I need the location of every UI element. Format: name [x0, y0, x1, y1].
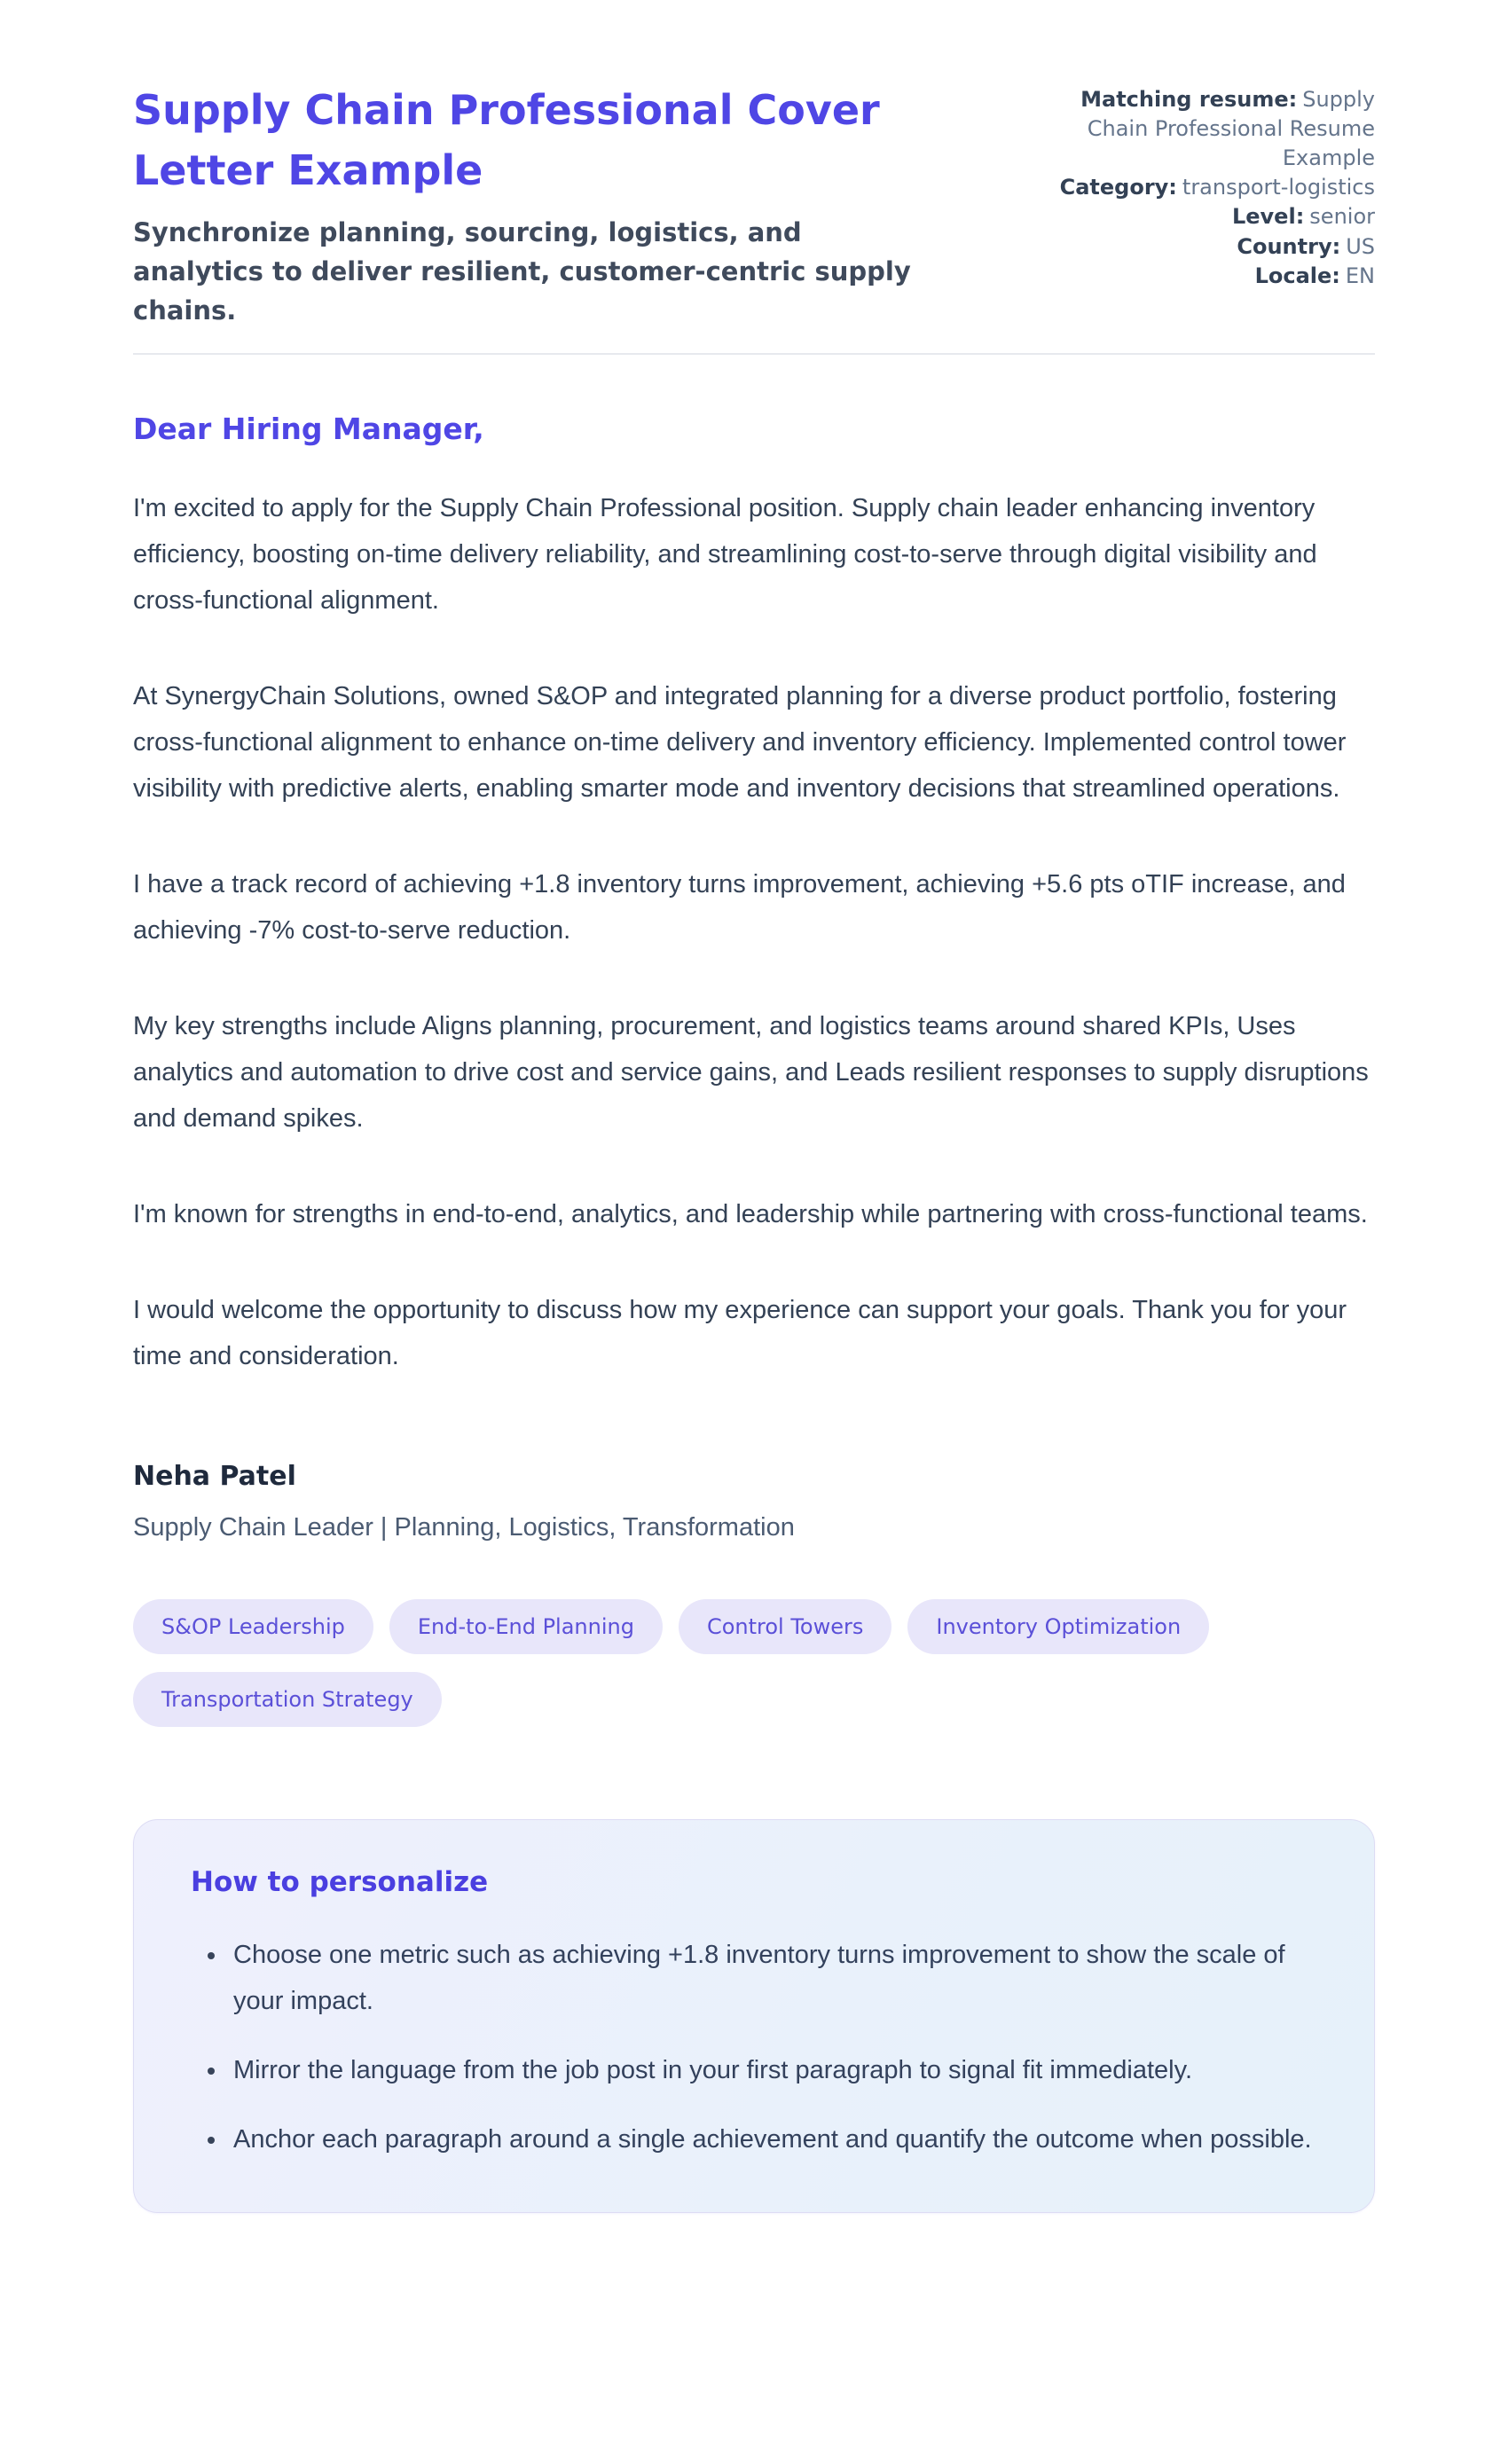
meta-label: Locale: — [1254, 263, 1340, 288]
skill-tag: Control Towers — [679, 1599, 891, 1654]
signature-name: Neha Patel — [133, 1461, 296, 1493]
meta-label: Category: — [1059, 175, 1177, 200]
meta-item-level — [1038, 202, 1375, 231]
letter-paragraph: I'm excited to apply for the Supply Chain Professional position. Supply chain leader enhancing inventory efficiency, boosting on-time delivery reliability, and streamlining cost-to-serve through digital visibility and cross-functional alignment. — [133, 494, 1317, 616]
salutation: Dear Hiring Manager, — [133, 412, 484, 447]
page-header — [133, 80, 1375, 330]
letter-body — [133, 485, 1375, 1379]
meta-item-category — [1038, 173, 1375, 202]
meta-value: Supply Chain Professional Resume Example — [1087, 87, 1375, 171]
meta-label: Matching resume: — [1080, 87, 1298, 112]
page-subtitle: Synchronize planning, sourcing, logistics, and analytics to deliver resilient, customer-centric supply chains. — [133, 217, 911, 326]
tip-item: • Mirror the language from the job post in your first paragraph to signal fit immediately. — [228, 2047, 1317, 2093]
letter-paragraph: I have a track record of achieving +1.8 inventory turns improvement, achieving +5.6 pts oTIF increase, and achieving -7% cost-to-serve reduction. — [133, 870, 1346, 946]
tips-list — [191, 1932, 1317, 2162]
meta-value: transport-logistics — [1182, 175, 1375, 200]
meta-label: Country: — [1237, 233, 1341, 259]
skill-tag-list — [133, 1599, 1375, 1727]
signature-block — [133, 1461, 1375, 1542]
meta-value: US — [1346, 233, 1375, 259]
tip-item: • Choose one metric such as achieving +1.8 inventory turns improvement to show the scale of your impact. — [228, 1932, 1317, 2024]
meta-value: EN — [1345, 263, 1375, 288]
skill-tag: Transportation Strategy — [133, 1672, 442, 1727]
meta-value: senior — [1309, 204, 1375, 230]
skill-tag: End-to-End Planning — [389, 1599, 663, 1654]
meta-item-locale — [1038, 262, 1375, 291]
signature-role: Supply Chain Leader | Planning, Logistics, Transformation — [133, 1513, 795, 1542]
letter-paragraph: I'm known for strengths in end-to-end, analytics, and leadership while partnering with cross-functional teams. — [133, 1200, 1368, 1229]
header-divider — [133, 353, 1375, 355]
page-title: Supply Chain Professional Cover Letter Example — [133, 86, 880, 195]
meta-label: Level: — [1231, 204, 1305, 230]
letter-paragraph: I would welcome the opportunity to discuss how my experience can support your goals. Thank you for your time and consideration. — [133, 1296, 1347, 1371]
header-title-block — [133, 80, 931, 330]
meta-panel — [1038, 80, 1375, 291]
how-to-personalize-box — [133, 1819, 1375, 2213]
tip-item: • Anchor each paragraph around a single achievement and quantify the outcome when possible. — [228, 2116, 1317, 2162]
meta-item-matching-resume — [1038, 85, 1375, 173]
skill-tag: Inventory Optimization — [907, 1599, 1209, 1654]
skill-tag: S&OP Leadership — [133, 1599, 373, 1654]
tips-heading: How to personalize — [191, 1866, 489, 1899]
meta-item-country — [1038, 232, 1375, 262]
letter-paragraph: At SynergyChain Solutions, owned S&OP and integrated planning for a diverse product portfolio, fostering cross-functional alignment to enhance on-time delivery and inventory efficiency. Implemented control tower visibility with predictive alerts, enabling smarter mode and inventory decisions that streamlined operations. — [133, 682, 1347, 804]
letter-paragraph: My key strengths include Aligns planning, procurement, and logistics teams around shared KPIs, Uses analytics and automation to drive cost and service gains, and Leads resilient responses to supply disruptions and demand spikes. — [133, 1012, 1369, 1134]
